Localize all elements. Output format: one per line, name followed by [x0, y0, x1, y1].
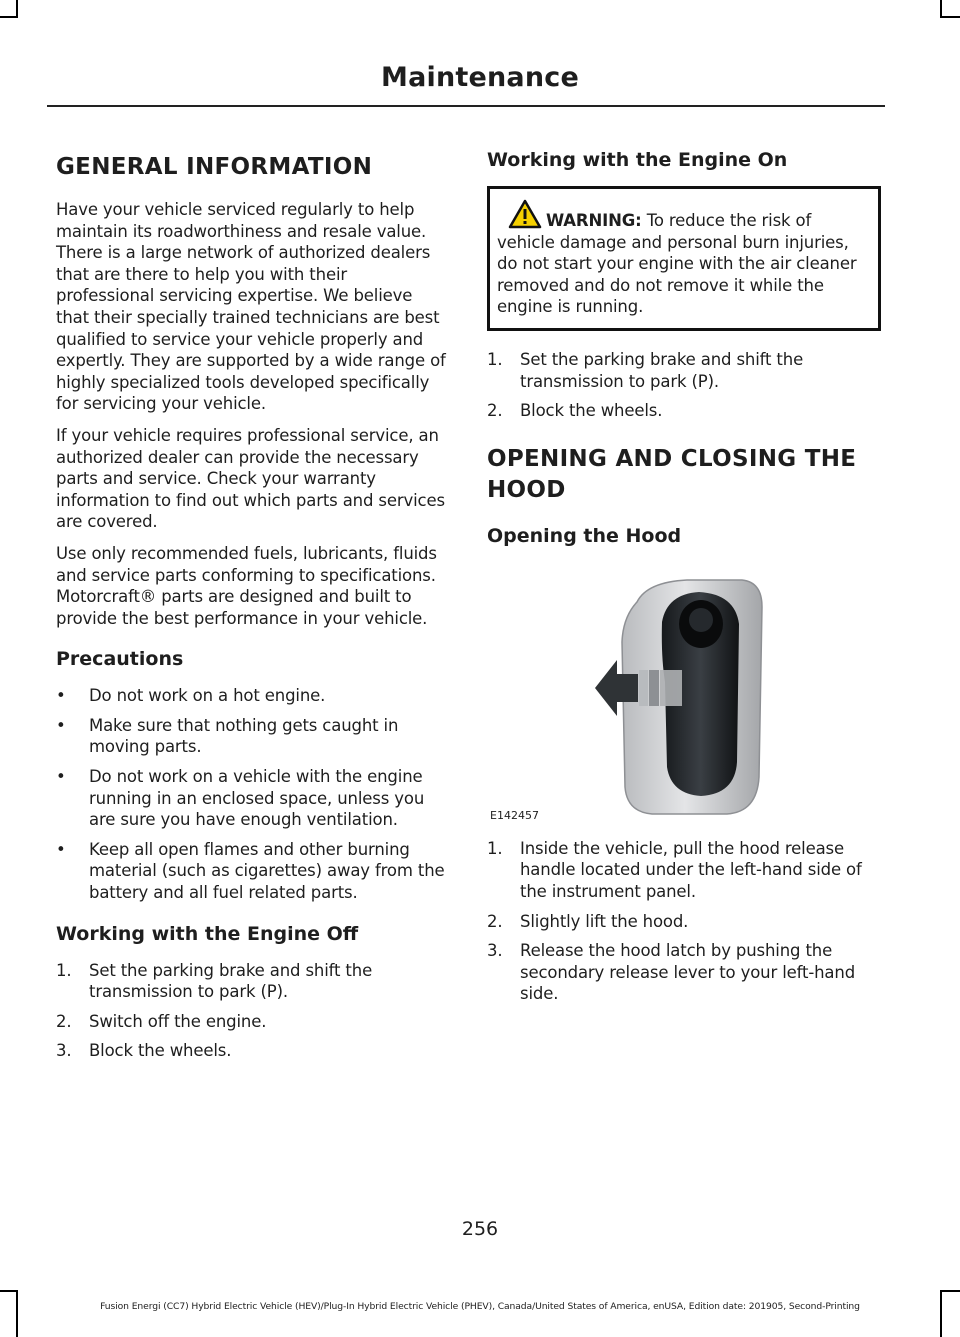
header-divider: [47, 105, 885, 107]
list-item: • Make sure that nothing gets caught in moving parts.: [56, 715, 399, 757]
list-item: • Keep all open flames and other burning material (such as cigarettes) away from the battery and all fuel related parts.: [56, 839, 445, 903]
crop-mark: [0, 1290, 18, 1292]
crop-mark: [942, 16, 960, 18]
list-item: 1. Set the parking brake and shift the transmission to park (P).: [487, 349, 804, 391]
engine-on-heading: Working with the Engine On: [487, 149, 788, 171]
general-paragraph: If your vehicle requires professional service, an authorized dealer can provide the necessary parts and service. Check your warranty information to find out which parts and services are covered.: [56, 425, 445, 532]
engine-off-heading: Working with the Engine Off: [56, 922, 359, 945]
general-paragraph: Use only recommended fuels, lubricants, fluids and service parts conforming to specifications. Motorcraft® parts are designed and built to provide the best performance in your vehicle.: [56, 543, 437, 628]
list-item: 2. Switch off the engine.: [56, 1011, 267, 1031]
warning-text-block: [497, 199, 872, 318]
hood-release-figure: [487, 562, 881, 824]
list-item: 3. Release the hood latch by pushing the secondary release lever to your left-hand side.: [487, 941, 856, 1004]
precautions-heading: Precautions: [56, 648, 184, 671]
opening-hood-heading: Opening the Hood: [487, 524, 682, 547]
page-title: Maintenance: [381, 62, 579, 93]
crop-mark: [16, 1290, 18, 1337]
bullet: •: [56, 715, 66, 735]
hood-release-handle-illustration: [487, 562, 881, 824]
general-paragraph: Have your vehicle serviced regularly to help maintain its roadworthiness and resale value. There is a large network of authorized dealers that are there to help you with their professional servicing expertise. We believe that their specially trained technicians are best qualified to service your vehicle properly and expertly. They are supported by a wide range of highly specialized tools developed specifically for servicing your vehicle.: [56, 200, 446, 414]
warning-triangle-icon: [508, 199, 542, 229]
crop-mark: [0, 16, 18, 18]
list-item: • Do not work on a hot engine.: [56, 686, 326, 706]
warning-box: [487, 186, 881, 331]
hood-heading: OPENING AND CLOSING THE HOOD: [487, 445, 857, 503]
opening-hood-steps: [487, 838, 881, 1005]
list-item: 2. Block the wheels.: [487, 401, 663, 421]
list-item: 1. Inside the vehicle, pull the hood release handle located under the left-hand side of the instrument panel.: [487, 838, 862, 901]
bullet: •: [56, 686, 66, 706]
left-column: [56, 140, 448, 1072]
crop-mark: [940, 1290, 942, 1337]
crop-mark: [942, 1290, 960, 1292]
warning-label: WARNING:: [546, 211, 642, 230]
precautions-list: [56, 685, 448, 903]
engine-off-steps: [56, 960, 448, 1062]
list-item: 3. Block the wheels.: [56, 1041, 232, 1061]
footer-text: Fusion Energi (CC7) Hybrid Electric Vehicle (HEV)/Plug-In Hybrid Electric Vehicle (PHEV), Canada/United States of America, enUSA, Edition date: 201905, Second-Printing: [100, 1301, 860, 1312]
bullet: •: [56, 767, 66, 787]
figure-code: E142457: [490, 808, 539, 822]
warning-text: To reduce the risk of vehicle damage and personal burn injuries, do not start your engine with the air cleaner removed and do not remove it while the engine is running.: [497, 211, 857, 317]
general-information-heading: GENERAL INFORMATION: [56, 154, 373, 180]
right-column: [487, 140, 881, 1015]
engine-on-steps: [487, 349, 881, 422]
list-item: 1. Set the parking brake and shift the transmission to park (P).: [56, 960, 373, 1002]
bullet: •: [56, 839, 66, 859]
list-item: • Do not work on a vehicle with the engine running in an enclosed space, unless you are sure you have enough ventilation.: [56, 767, 425, 830]
page-number: 256: [461, 1218, 499, 1240]
list-item: 2. Slightly lift the hood.: [487, 911, 689, 931]
